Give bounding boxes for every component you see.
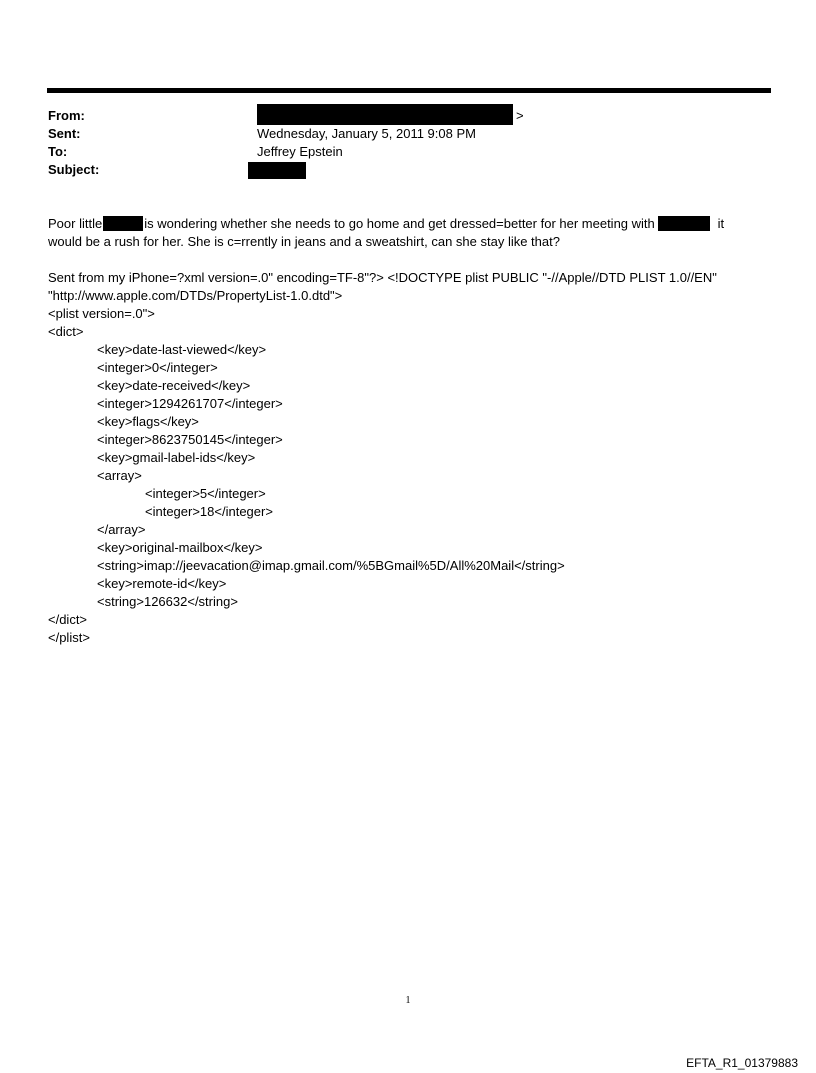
body-text: Poor little	[48, 216, 103, 231]
redaction-subject	[248, 162, 306, 179]
string-mailbox: <string>imap://jeevacation@imap.gmail.com/%5BGmail%5D/All%20Mail</string>	[97, 558, 565, 573]
to-value: Jeffrey Epstein	[257, 144, 343, 159]
body-line-2: would be a rush for her. She is c=rrently in jeans and a sweatshirt, can she stay like that?	[48, 234, 560, 249]
plist-close: </plist>	[48, 630, 90, 645]
key-date-received: <key>date-received</key>	[97, 378, 251, 393]
integer-date-received: <integer>1294261707</integer>	[97, 396, 283, 411]
redaction-from	[257, 104, 513, 125]
body-text: it	[717, 216, 725, 231]
to-label: To:	[48, 144, 68, 159]
subject-label: Subject:	[48, 162, 100, 177]
string-remote-id: <string>126632</string>	[97, 594, 238, 609]
body-line-1	[48, 215, 724, 233]
from-label: From:	[48, 108, 85, 123]
integer-five: <integer>5</integer>	[145, 486, 266, 501]
dict-close: </dict>	[48, 612, 88, 627]
key-flags: <key>flags</key>	[97, 414, 199, 429]
array-close: </array>	[97, 522, 146, 537]
integer-zero: <integer>0</integer>	[97, 360, 218, 375]
header-divider	[47, 88, 771, 93]
key-remote-id: <key>remote-id</key>	[97, 576, 227, 591]
key-original-mailbox: <key>original-mailbox</key>	[97, 540, 263, 555]
integer-eighteen: <integer>18</integer>	[145, 504, 273, 519]
key-date-last-viewed: <key>date-last-viewed</key>	[97, 342, 267, 357]
sent-value: Wednesday, January 5, 2011 9:08 PM	[257, 126, 476, 141]
array-open: <array>	[97, 468, 142, 483]
plist-open: <plist version=.0">	[48, 306, 155, 321]
integer-flags: <integer>8623750145</integer>	[97, 432, 283, 447]
redaction-name-2	[658, 216, 710, 231]
bates-number: EFTA_R1_01379883	[686, 1056, 798, 1070]
from-suffix: >	[516, 108, 524, 123]
sent-from-line: Sent from my iPhone=?xml version=.0" encoding=TF-8"?> <!DOCTYPE plist PUBLIC "-//Apple//DTD PLIST 1.0//EN"	[48, 270, 717, 285]
dict-open: <dict>	[48, 324, 84, 339]
sent-label: Sent:	[48, 126, 81, 141]
key-gmail-label-ids: <key>gmail-label-ids</key>	[97, 450, 256, 465]
body-text: is wondering whether she needs to go home and get dressed=better for her meeting with	[144, 216, 655, 231]
page-number: 1	[405, 995, 411, 1006]
dtd-line: "http://www.apple.com/DTDs/PropertyList-1.0.dtd">	[48, 288, 343, 303]
redaction-name-1	[103, 216, 143, 231]
